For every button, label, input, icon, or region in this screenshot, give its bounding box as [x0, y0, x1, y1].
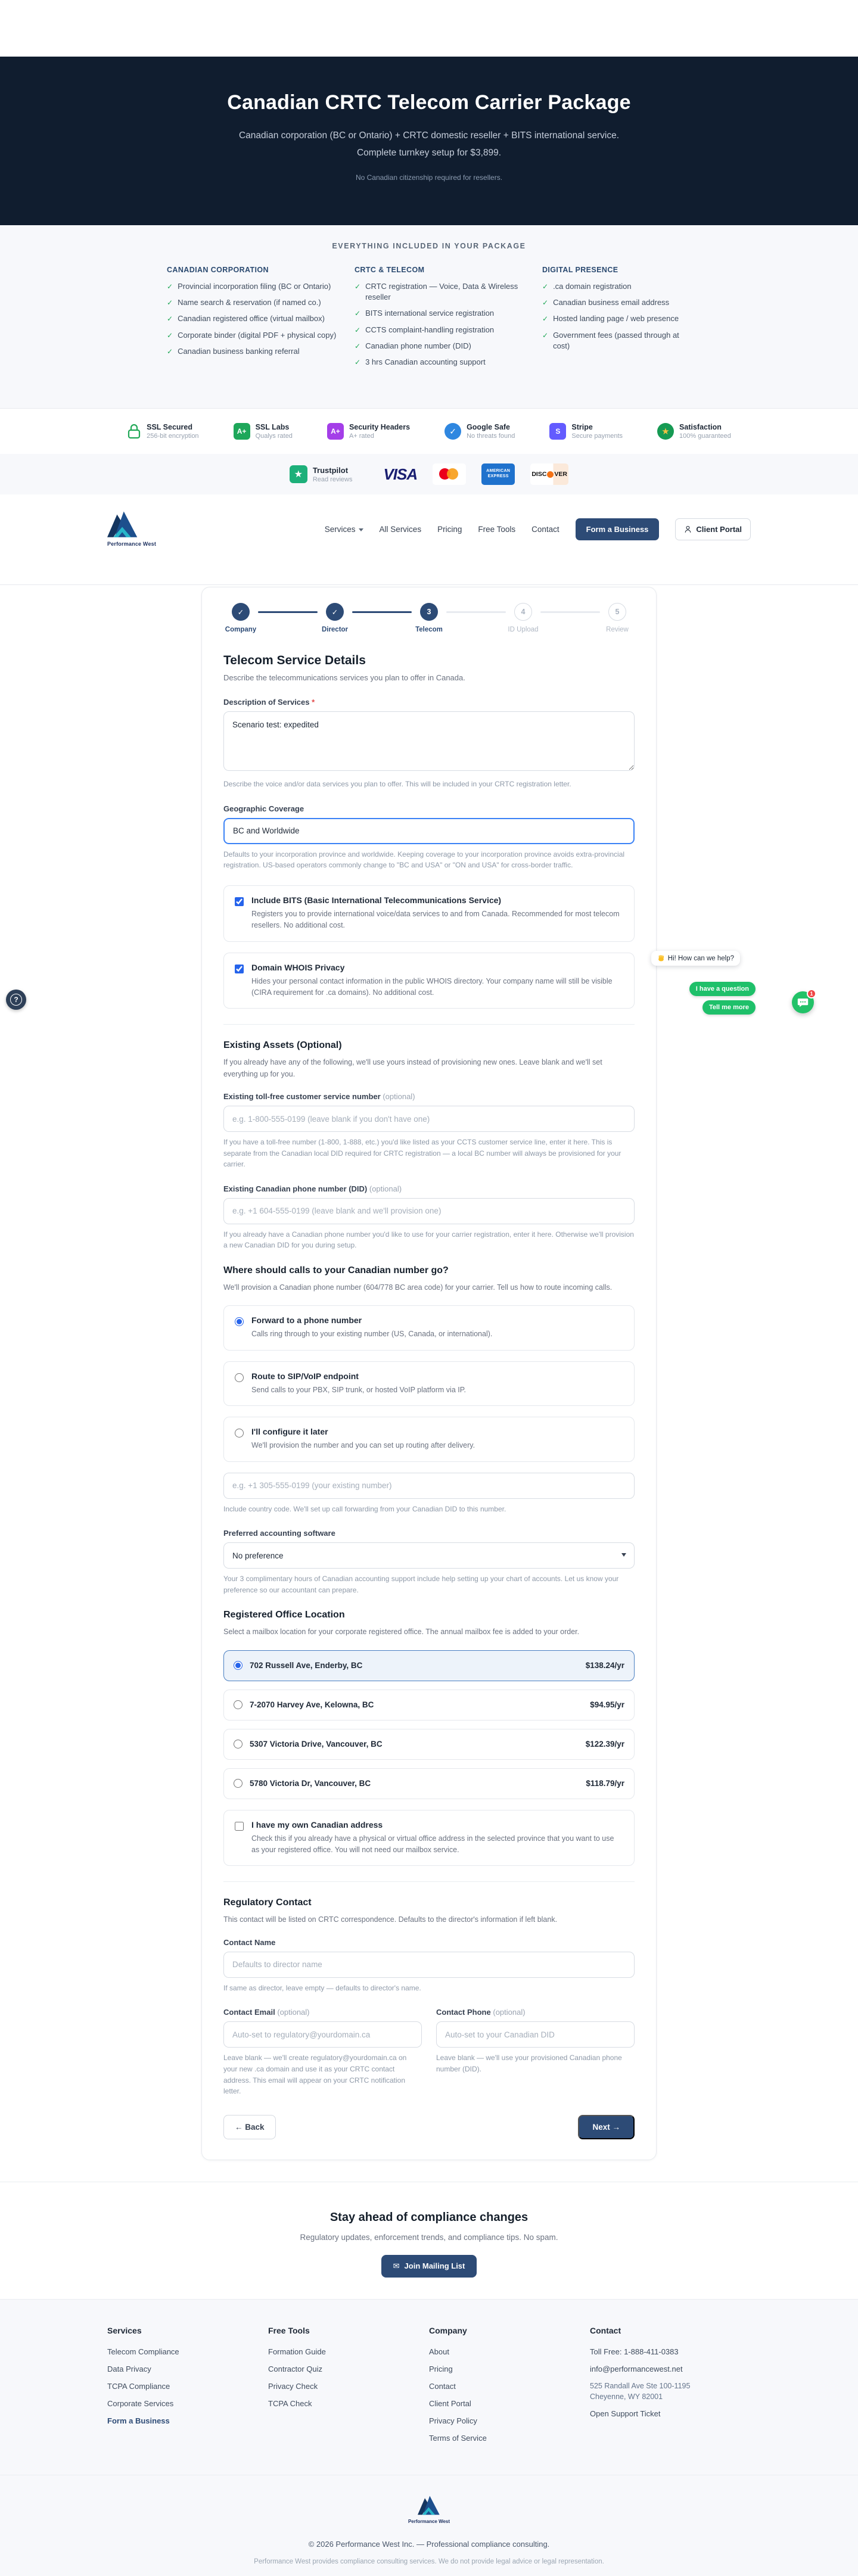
office-option-kelowna[interactable]: 7-2070 Harvey Ave, Kelowna, BC $94.95/yr [223, 1690, 635, 1721]
check-icon: ✓ [355, 309, 361, 318]
own-address-checkbox-card[interactable]: I have my own Canadian address Check this if you already have a physical or virtual office address in the selected province that you want to use as your registered office. You will not need our mailbox service. [223, 1810, 635, 1866]
nav-menu [325, 518, 751, 540]
check-icon: ✓ [167, 331, 173, 340]
step-review[interactable]: 5 Review [600, 603, 635, 633]
routing-radio-sip[interactable] [235, 1373, 244, 1382]
footer-logo [0, 2475, 858, 2524]
hero-title: Canadian CRTC Telecom Carrier Package [227, 91, 631, 114]
contact-name-input[interactable] [223, 1952, 635, 1978]
chat-bubble-icon [797, 997, 809, 1008]
package-section [0, 225, 858, 408]
routing-radio-forward[interactable] [235, 1317, 244, 1326]
regulatory-contact-desc: This contact will be listed on CRTC correspondence. Defaults to the director's information if left blank. [223, 1915, 558, 1924]
star-circle-icon: ★ [657, 423, 674, 440]
routing-title: Where should calls to your Canadian number go? [223, 1265, 449, 1275]
list-item: ✓ Name search & reservation (if named co.) [167, 297, 337, 308]
contact-email-help: Leave blank — we'll create regulatory@yourdomain.ca on your new .ca domain and use it as your CRTC contact address. This email will appear on your CRTC notification letter. [223, 2054, 407, 2096]
check-icon: ✓ [542, 315, 549, 323]
trustpilot-badge[interactable]: ★ Trustpilot Read reviews [290, 465, 353, 483]
footer-support-ticket-link[interactable]: Open Support Ticket [590, 2409, 661, 2418]
bits-checkbox-card[interactable]: Include BITS (Basic International Telecommunications Service) Registers you to provide international voice/data services to and from Canada. Recommended for most telecom resellers. No additional cost. [223, 885, 635, 942]
footer-address-line1: 525 Randall Ave Ste 100-1195 [590, 2381, 691, 2390]
package-columns [167, 266, 691, 373]
chat-launcher-button[interactable] [792, 991, 814, 1013]
list-item: ✓ CRTC registration — Voice, Data & Wireless reseller [355, 281, 524, 303]
next-button[interactable]: Next → [578, 2115, 635, 2139]
footer-col-company: Company About Pricing Contact Client Portal Privacy Policy Terms of Service [429, 2326, 590, 2451]
description-help: Describe the voice and/or data services you plan to offer. This will be included in your CRTC registration letter. [223, 780, 571, 788]
logo[interactable] [107, 511, 156, 547]
footer-col-contact: Contact Toll Free: 1-888-411-0383 info@performancewest.net 525 Randall Ave Ste 100-1195 Cheyenne, WY 82001 Open Support Ticket [590, 2326, 751, 2451]
newsletter-desc: Regulatory updates, enforcement trends, and compliance tips. No spam. [300, 2232, 558, 2242]
footer-phone[interactable]: Toll Free: 1-888-411-0383 [590, 2347, 679, 2356]
package-header: EVERYTHING INCLUDED IN YOUR PACKAGE [332, 242, 526, 250]
bits-checkbox[interactable] [235, 897, 244, 906]
badge-google-safe: ✓ Google Safe No threats found [444, 423, 515, 440]
chat-pill-tell-me-more[interactable]: Tell me more [702, 1000, 756, 1015]
brand-name: Performance West [408, 2518, 450, 2524]
amex-logo: AMERICAN EXPRESS [481, 463, 515, 485]
contact-name-label: Contact Name [223, 1937, 276, 1947]
list-item: ✓ Hosted landing page / web presence [542, 313, 691, 324]
footer-address-line2: Cheyenne, WY 82001 [590, 2392, 663, 2401]
step-connector [352, 611, 412, 613]
a-plus-icon: A+ [234, 423, 250, 440]
routing-option-forward[interactable]: Forward to a phone number Calls ring through to your existing number (US, Canada, or international). [223, 1305, 635, 1350]
list-item: ✓ Government fees (passed through at cost) [542, 330, 691, 351]
check-icon: ✓ [542, 331, 549, 340]
join-mailing-list-button[interactable]: ✉ Join Mailing List [381, 2255, 477, 2278]
step-telecom[interactable]: 3 Telecom [412, 603, 446, 633]
list-item: ✓ .ca domain registration [542, 281, 691, 292]
description-label: Description of Services * [223, 698, 315, 707]
footer-copyright: © 2026 Performance West Inc. — Professional compliance consulting. [308, 2539, 550, 2549]
newsletter-title: Stay ahead of compliance changes [329, 2210, 529, 2224]
divider [223, 1024, 635, 1025]
footer-link[interactable]: Telecom Compliance [107, 2347, 179, 2356]
footer-col-free-tools: Free Tools Formation Guide Contractor Quiz Privacy Check TCPA Check [268, 2326, 429, 2451]
mastercard-logo [433, 463, 466, 485]
check-icon: ✓ [355, 325, 361, 334]
check-icon: ✓ [167, 315, 173, 323]
office-option-victoria-drive[interactable]: 5307 Victoria Drive, Vancouver, BC $122.39/yr [223, 1729, 635, 1760]
office-radio[interactable] [234, 1661, 243, 1670]
check-icon: ✓ [542, 282, 549, 291]
list-item: ✓ BITS international service registration [355, 308, 524, 319]
footer [0, 2299, 858, 2576]
discover-logo: DISC VER [530, 463, 568, 485]
list-item: ✓ Provincial incorporation filing (BC or Ontario) [167, 281, 337, 292]
check-icon: ✓ [167, 298, 173, 307]
office-option-enderby[interactable]: 702 Russell Ave, Enderby, BC $138.24/yr [223, 1650, 635, 1681]
visa-logo: VISA [383, 465, 418, 483]
list-item: ✓ Canadian phone number (DID) [355, 341, 524, 351]
form-title: Telecom Service Details [223, 654, 366, 667]
forward-number-input[interactable] [223, 1473, 635, 1499]
footer-email[interactable]: info@performancewest.net [590, 2364, 683, 2373]
existing-assets-title: Existing Assets (Optional) [223, 1040, 342, 1051]
footer-link-form-a-business[interactable]: Form a Business [107, 2416, 170, 2425]
did-help: If you already have a Canadian phone number you'd like to use for your carrier registration, enter it here. Otherwise we'll provision a new Canadian DID for you during setup. [223, 1230, 634, 1250]
contact-email-label: Contact Email (optional) [223, 2008, 310, 2017]
badge-security-headers: A+ Security Headers A+ rated [327, 423, 410, 440]
accounting-software-help: Your 3 complimentary hours of Canadian accounting support include help setting up your chart of accounts. Let us know your preference so our accountant can prepare. [223, 1575, 619, 1594]
tollfree-input[interactable] [223, 1106, 635, 1132]
footer-link[interactable]: TCPA Compliance [107, 2381, 170, 2391]
office-option-victoria-dr[interactable]: 5780 Victoria Dr, Vancouver, BC $118.79/yr [223, 1768, 635, 1799]
badge-ssl-secured: SSL Secured 256-bit encryption [127, 423, 198, 440]
trustpilot-star-icon: ★ [290, 465, 307, 483]
question-icon: ? [10, 994, 22, 1006]
footer-link[interactable]: Contractor Quiz [268, 2364, 323, 2373]
help-button[interactable] [6, 990, 26, 1010]
routing-option-later[interactable]: I'll configure it later We'll provision the number and you can set up routing after delivery. [223, 1417, 635, 1461]
column-title: CANADIAN CORPORATION [167, 266, 269, 274]
check-circle-icon: ✓ [444, 423, 461, 440]
badge-ssl-labs: A+ SSL Labs Qualys rated [234, 423, 293, 440]
chat-quick-replies [689, 982, 756, 1015]
nav-link-pricing[interactable]: Pricing [437, 524, 462, 534]
divider [223, 1881, 635, 1882]
footer-link[interactable]: TCPA Check [268, 2398, 312, 2408]
step-director[interactable]: ✓ Director [318, 603, 352, 633]
footer-col-services: Services Telecom Compliance Data Privacy TCPA Compliance Corporate Services Form a Business [107, 2326, 268, 2451]
check-icon: ✓ [355, 341, 361, 350]
form-a-business-button[interactable]: Form a Business [576, 518, 660, 540]
back-button[interactable]: ← Back [223, 2115, 276, 2139]
step-id-upload[interactable]: 4 ID Upload [506, 603, 540, 633]
contact-phone-label: Contact Phone (optional) [436, 2008, 526, 2017]
hero-subtitle: Canadian corporation (BC or Ontario) + CRTC domestic reseller + BITS international service. Complete turnkey setup for $3,899. [238, 130, 620, 158]
step-company[interactable]: ✓ Company [223, 603, 258, 633]
contact-name-help: If same as director, leave empty — defaults to director's name. [223, 1983, 421, 1992]
office-radio[interactable] [234, 1740, 243, 1749]
office-price: $138.24/yr [585, 1661, 624, 1670]
whois-privacy-checkbox-card[interactable]: Domain WHOIS Privacy Hides your personal contact information in the public WHOIS directory. Your company name will still be visible (CIRA requirement for .ca domains). No additional cost. [223, 953, 635, 1009]
accounting-software-label: Preferred accounting software [223, 1529, 335, 1538]
step-connector [540, 611, 600, 613]
list-item: ✓ Canadian business email address [542, 297, 691, 308]
badge-satisfaction: ★ Satisfaction 100% guaranteed [657, 423, 731, 440]
top-spacer [0, 0, 858, 57]
footer-disclaimer: Performance West provides compliance consulting services. We do not provide legal advice or legal representation. [254, 2558, 604, 2565]
existing-assets-desc: If you already have any of the following, we'll use yours instead of provisioning new ones. Leave blank and we'll set everything up for you. [223, 1058, 602, 1078]
form-subtitle: Describe the telecommunications services you plan to offer in Canada. [223, 673, 465, 682]
footer-link[interactable]: About [429, 2347, 449, 2356]
trust-badges-bar [0, 408, 858, 454]
office-radio[interactable] [234, 1779, 243, 1788]
mail-icon: ✉ [393, 2261, 400, 2270]
contact-phone-input[interactable] [436, 2021, 635, 2048]
badge-stripe: S Stripe Secure payments [549, 423, 623, 440]
newsletter-section [0, 2182, 858, 2299]
footer-link[interactable]: Formation Guide [268, 2347, 326, 2356]
footer-link[interactable]: Privacy Policy [429, 2416, 477, 2425]
routing-radio-later[interactable] [235, 1429, 244, 1438]
footer-link[interactable]: Contact [429, 2381, 456, 2391]
list-item: ✓ Canadian business banking referral [167, 346, 337, 357]
footer-link[interactable]: Pricing [429, 2364, 453, 2373]
list-item: ✓ 3 hrs Canadian accounting support [355, 357, 524, 368]
a-plus-icon: A+ [327, 423, 344, 440]
office-location-desc: Select a mailbox location for your corporate registered office. The annual mailbox fee is added to your order. [223, 1628, 580, 1637]
navbar [0, 494, 858, 585]
routing-option-sip[interactable]: Route to SIP/VoIP endpoint Send calls to your PBX, SIP trunk, or hosted VoIP platform via IP. [223, 1361, 635, 1406]
chat-tooltip: Hi! How can we help? [651, 951, 740, 966]
package-column-digital [542, 266, 691, 373]
step-connector [446, 611, 506, 613]
geographic-coverage-help: Defaults to your incorporation province and worldwide. Keeping coverage to your incorporation province avoids extra-provincial registration. US-based operators commonly change to "BC and USA" or "ON and USA" for cross-border traffic. [223, 850, 625, 870]
description-textarea[interactable] [223, 711, 635, 771]
regulatory-contact-title: Regulatory Contact [223, 1897, 312, 1908]
contact-email-input[interactable] [223, 2021, 422, 2048]
brand-name: Performance West [107, 541, 157, 547]
chat-notification-badge: 1 [807, 989, 816, 998]
package-column-telecom [355, 266, 524, 373]
nav-link-all-services[interactable]: All Services [379, 524, 422, 534]
performance-west-logo-icon [418, 2496, 440, 2516]
waving-hand-icon [657, 954, 665, 962]
list-item: ✓ Canadian registered office (virtual mailbox) [167, 313, 337, 324]
person-icon [684, 525, 692, 533]
form-card [201, 587, 657, 2160]
office-price: $94.95/yr [590, 1700, 624, 1710]
stripe-icon: S [549, 423, 566, 440]
routing-desc: We'll provision a Canadian phone number (604/778 BC area code) for your carrier. Tell us how to route incoming calls. [223, 1283, 613, 1292]
footer-link[interactable]: Corporate Services [107, 2398, 174, 2408]
tollfree-help: If you have a toll-free number (1-800, 1-888, etc.) you'd like listed as your CCTS customer service line, enter it here. This is separate from the Canadian local DID required for CRTC registration — a local BC number will always be provisioned for your carrier. [223, 1138, 621, 1169]
geographic-coverage-input[interactable] [223, 818, 635, 844]
check-icon: ✓ [167, 282, 173, 291]
lock-icon [127, 424, 141, 439]
column-title: CRTC & TELECOM [355, 266, 425, 274]
did-label: Existing Canadian phone number (DID) (optional) [223, 1184, 402, 1193]
check-icon: ✓ [542, 298, 549, 307]
hero-note: No Canadian citizenship required for resellers. [355, 173, 503, 182]
discover-dot-icon [547, 471, 554, 478]
did-input[interactable] [223, 1198, 635, 1224]
nav-link-contact[interactable]: Contact [531, 524, 559, 534]
footer-link[interactable]: Terms of Service [429, 2433, 487, 2443]
nav-link-free-tools[interactable]: Free Tools [478, 524, 516, 534]
payment-bar [0, 454, 858, 494]
check-icon: ✓ [167, 347, 173, 356]
footer-link[interactable]: Privacy Check [268, 2381, 318, 2391]
check-icon: ✓ [355, 357, 361, 366]
contact-phone-help: Leave blank — we'll use your provisioned Canadian phone number (DID). [436, 2054, 622, 2073]
office-price: $118.79/yr [586, 1779, 624, 1788]
accounting-software-select[interactable] [223, 1542, 635, 1569]
office-price: $122.39/yr [585, 1740, 624, 1749]
office-radio[interactable] [234, 1700, 243, 1709]
list-item: ✓ CCTS complaint-handling registration [355, 325, 524, 335]
main-section [0, 585, 858, 2182]
list-item: ✓ Corporate binder (digital PDF + physical copy) [167, 330, 337, 341]
step-connector [258, 611, 318, 613]
nav-link-services[interactable]: Services [325, 525, 363, 534]
column-title: DIGITAL PRESENCE [542, 266, 618, 274]
forward-number-help: Include country code. We'll set up call forwarding from your Canadian DID to this number. [223, 1504, 506, 1513]
hero-section [0, 57, 858, 225]
footer-link[interactable]: Data Privacy [107, 2364, 151, 2373]
footer-link[interactable]: Client Portal [429, 2398, 471, 2408]
office-location-title: Registered Office Location [223, 1610, 345, 1620]
check-icon: ✓ [355, 282, 361, 291]
chat-pill-question[interactable]: I have a question [689, 982, 756, 996]
own-address-checkbox[interactable] [235, 1822, 244, 1831]
progress-stepper [223, 603, 635, 633]
tollfree-label: Existing toll-free customer service number (optional) [223, 1092, 415, 1102]
performance-west-logo-icon [107, 511, 138, 539]
whois-privacy-checkbox[interactable] [235, 965, 244, 973]
geographic-coverage-label: Geographic Coverage [223, 804, 304, 813]
chevron-down-icon [359, 528, 363, 531]
package-column-corporation [167, 266, 337, 373]
client-portal-button[interactable]: Client Portal [675, 518, 751, 540]
required-asterisk: * [312, 698, 315, 707]
